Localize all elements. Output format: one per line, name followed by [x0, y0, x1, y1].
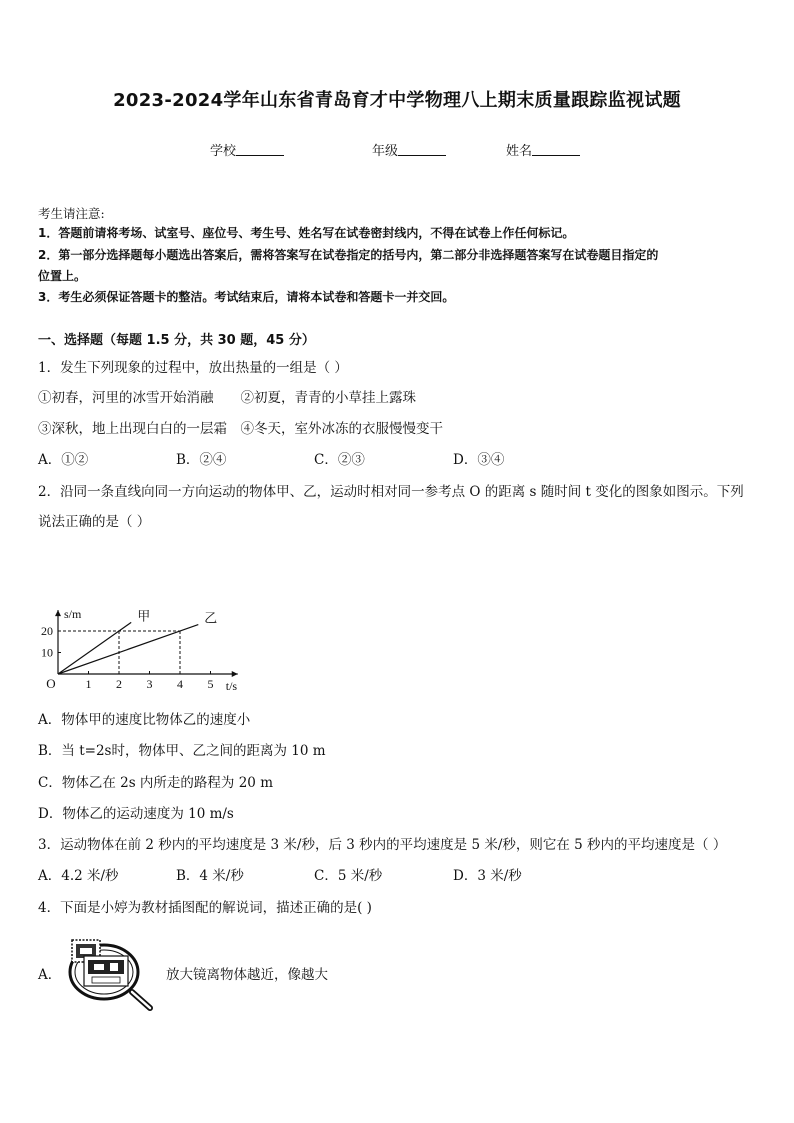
page-title: 2023-2024学年山东省青岛育才中学物理八上期末质量跟踪监视试题 — [113, 90, 681, 111]
notice-item: 3．考生必须保证答题卡的整洁。考试结束后，请将本试卷和答题卡一并交回。 — [38, 290, 455, 304]
q2-option-c: C．物体乙在 2s 内所走的路程为 20 m — [38, 775, 273, 791]
x-tick-label: 3 — [146, 677, 153, 691]
grade-label: 年级 — [372, 144, 399, 159]
series-label-0: 甲 — [137, 608, 151, 624]
x-axis-arrow — [232, 671, 238, 677]
q2-option-a: A．物体甲的速度比物体乙的速度小 — [38, 712, 251, 728]
school-field — [210, 140, 284, 159]
question-3-stem: 3．运动物体在前 2 秒内的平均速度是 3 米/秒，后 3 秒内的平均速度是 5 米/秒，则它在 5 秒内的平均速度是（ ） — [38, 837, 727, 853]
school-label: 学校 — [210, 144, 237, 159]
grade-blank — [398, 142, 446, 156]
question-1-line: ③深秋，地上出现白白的一层霜 ④冬天，室外冰冻的衣服慢慢变干 — [38, 421, 443, 437]
q1-option-b: B．②④ — [176, 452, 227, 468]
name-label: 姓名 — [506, 144, 533, 159]
notice-item: 2．第一部分选择题每小题选出答案后，需将答案写在试卷指定的括号内，第二部分非选择题答案写在试卷题目指定的 — [38, 248, 659, 262]
series-label-1: 乙 — [204, 610, 218, 626]
magnifier-stamp-illustration — [64, 934, 156, 1014]
x-tick-label: 1 — [85, 677, 92, 691]
x-tick-label: 2 — [116, 677, 122, 691]
q3-option-a: A．4.2 米/秒 — [38, 868, 119, 884]
x-tick-label: 5 — [207, 677, 214, 691]
q1-option-c: C．②③ — [314, 452, 365, 468]
series-line-1 — [58, 625, 198, 674]
section-heading: 一、选择题（每题 1.5 分，共 30 题，45 分） — [38, 333, 315, 348]
y-axis-arrow — [55, 610, 61, 616]
notice-item: 1．答题前请将考场、试室号、座位号、考生号、姓名写在试卷密封线内，不得在试卷上作任何标记。 — [38, 226, 575, 240]
q2-option-d: D．物体乙的运动速度为 10 m/s — [38, 806, 234, 822]
question-2-stem: 说法正确的是（ ） — [38, 514, 151, 530]
q1-option-d: D．③④ — [453, 452, 505, 468]
q1-option-a: A．①② — [38, 452, 89, 468]
school-blank — [236, 142, 284, 156]
notice-item: 位置上。 — [38, 269, 87, 283]
q3-option-d: D．3 米/秒 — [453, 868, 522, 884]
x-axis-label: t/s — [225, 679, 238, 693]
grade-field — [372, 140, 446, 159]
origin-label: O — [46, 676, 56, 691]
y-tick-label: 20 — [41, 624, 53, 638]
question-2-stem: 2．沿同一条直线向同一方向运动的物体甲、乙，运动时相对同一参考点 O 的距离 s 随时间 t 变化的图象如图示。下列 — [38, 484, 744, 500]
q4-option-a-text: 放大镜离物体越近，像越大 — [166, 967, 328, 983]
notice-heading: 考生请注意: — [38, 206, 105, 221]
name-blank — [532, 142, 580, 156]
series-line-0 — [58, 622, 131, 674]
question-4-stem: 4．下面是小婷为教材插图配的解说词，描述正确的是( ) — [38, 900, 372, 916]
q2-option-b: B．当 t=2s时，物体甲、乙之间的距离为 10 m — [38, 743, 326, 759]
q3-option-b: B．4 米/秒 — [176, 868, 244, 884]
y-tick-label: 10 — [41, 645, 53, 660]
y-axis-label: s/m — [64, 607, 82, 622]
q3-option-c: C．5 米/秒 — [314, 868, 383, 884]
question-1-line: ①初春，河里的冰雪开始消融 ②初夏，青青的小草挂上露珠 — [38, 390, 416, 406]
s-t-graph — [36, 536, 276, 698]
name-field — [506, 140, 580, 159]
x-tick-label: 4 — [177, 677, 183, 691]
question-1-stem: 1．发生下列现象的过程中，放出热量的一组是（ ） — [38, 360, 348, 376]
q4-option-a-label: A． — [38, 967, 62, 983]
